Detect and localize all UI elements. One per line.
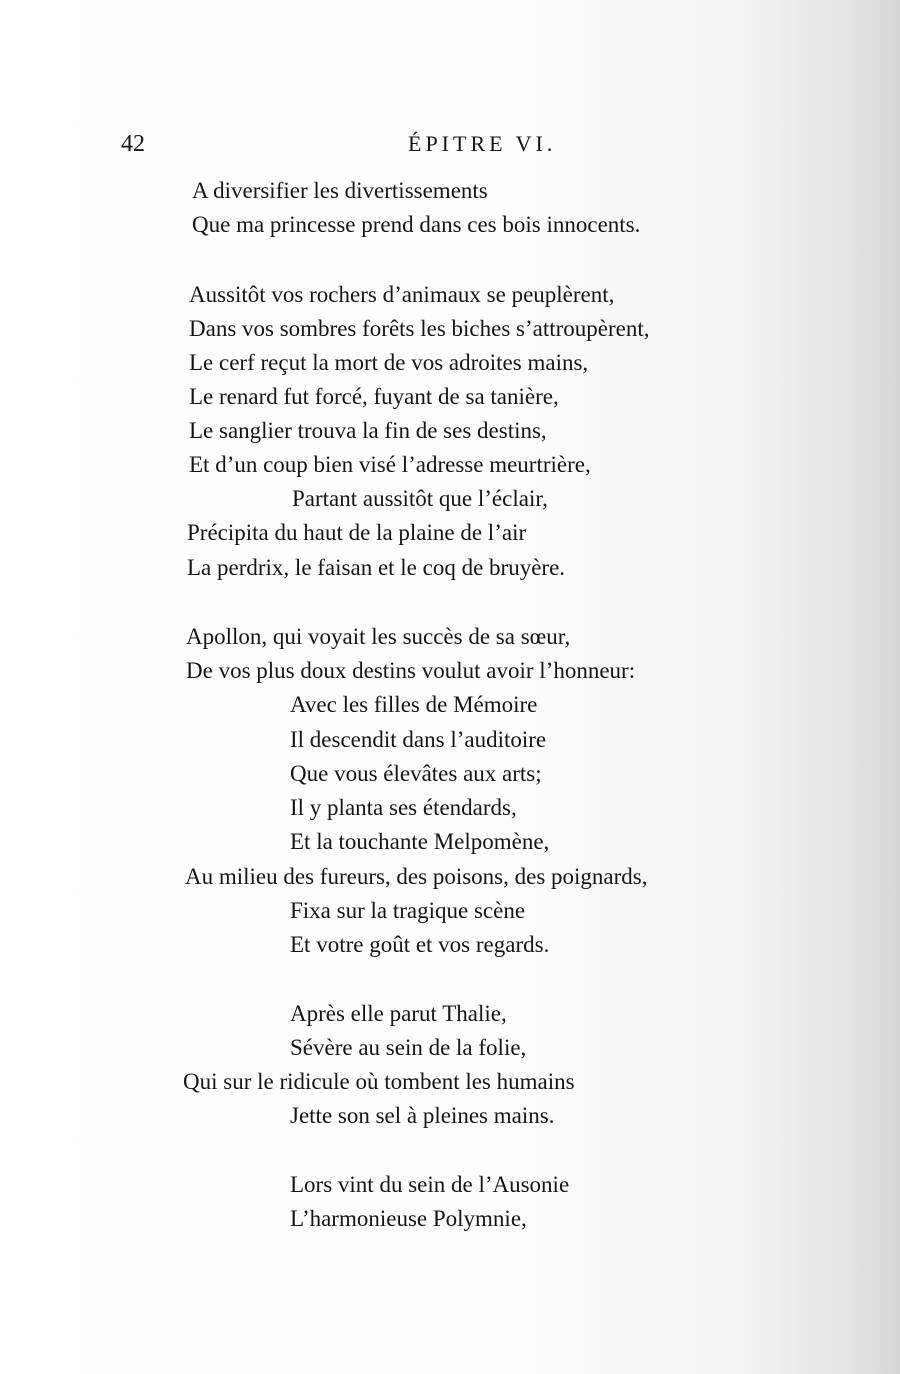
verse-line: Après elle parut Thalie, bbox=[290, 1001, 507, 1026]
running-title: ÉPITRE VI. bbox=[408, 131, 557, 156]
verse-line: Précipita du haut de la plaine de l’air bbox=[187, 520, 527, 545]
verse-line: Et votre goût et vos regards. bbox=[290, 932, 550, 957]
verse-line: Sévère au sein de la folie, bbox=[290, 1035, 527, 1060]
verse-line: L’harmonieuse Polymnie, bbox=[290, 1206, 527, 1231]
verse-line: Le renard fut forcé, fuyant de sa tanière, bbox=[189, 384, 559, 409]
verse-line: Apollon, qui voyait les succès de sa sœur, bbox=[186, 624, 571, 649]
verse-line: Lors vint du sein de l’Ausonie bbox=[290, 1172, 570, 1197]
verse-line: La perdrix, le faisan et le coq de bruyère. bbox=[187, 555, 566, 580]
verse-line: Qui sur le ridicule où tombent les humains bbox=[183, 1069, 575, 1094]
verse-line: Et la touchante Melpomène, bbox=[290, 829, 550, 854]
verse-line: De vos plus doux destins voulut avoir l’honneur: bbox=[186, 658, 636, 683]
verse-line: Il y planta ses étendards, bbox=[290, 795, 517, 820]
verse-line: A diversifier les divertissements bbox=[192, 178, 488, 203]
verse-line: Que vous élevâtes aux arts; bbox=[290, 761, 542, 786]
verse-line: Que ma princesse prend dans ces bois innocents. bbox=[192, 212, 641, 237]
verse-line: Le sanglier trouva la fin de ses destins, bbox=[189, 418, 547, 443]
verse-line: Jette son sel à pleines mains. bbox=[290, 1103, 555, 1128]
page-header bbox=[0, 122, 900, 166]
verse-line: Il descendit dans l’auditoire bbox=[290, 727, 547, 752]
verse-line: Dans vos sombres forêts les biches s’attroupèrent, bbox=[189, 316, 650, 341]
verse-line: Au milieu des fureurs, des poisons, des poignards, bbox=[185, 864, 648, 889]
verse-line: Avec les filles de Mémoire bbox=[290, 692, 538, 717]
verse-line: Et d’un coup bien visé l’adresse meurtrière, bbox=[189, 452, 591, 477]
verse-line: Le cerf reçut la mort de vos adroites mains, bbox=[189, 350, 589, 375]
verse-line: Aussitôt vos rochers d’animaux se peuplèrent, bbox=[189, 282, 615, 307]
verse-line: Partant aussitôt que l’éclair, bbox=[292, 486, 548, 511]
verse-line: Fixa sur la tragique scène bbox=[290, 898, 526, 923]
page-number: 42 bbox=[121, 131, 145, 157]
